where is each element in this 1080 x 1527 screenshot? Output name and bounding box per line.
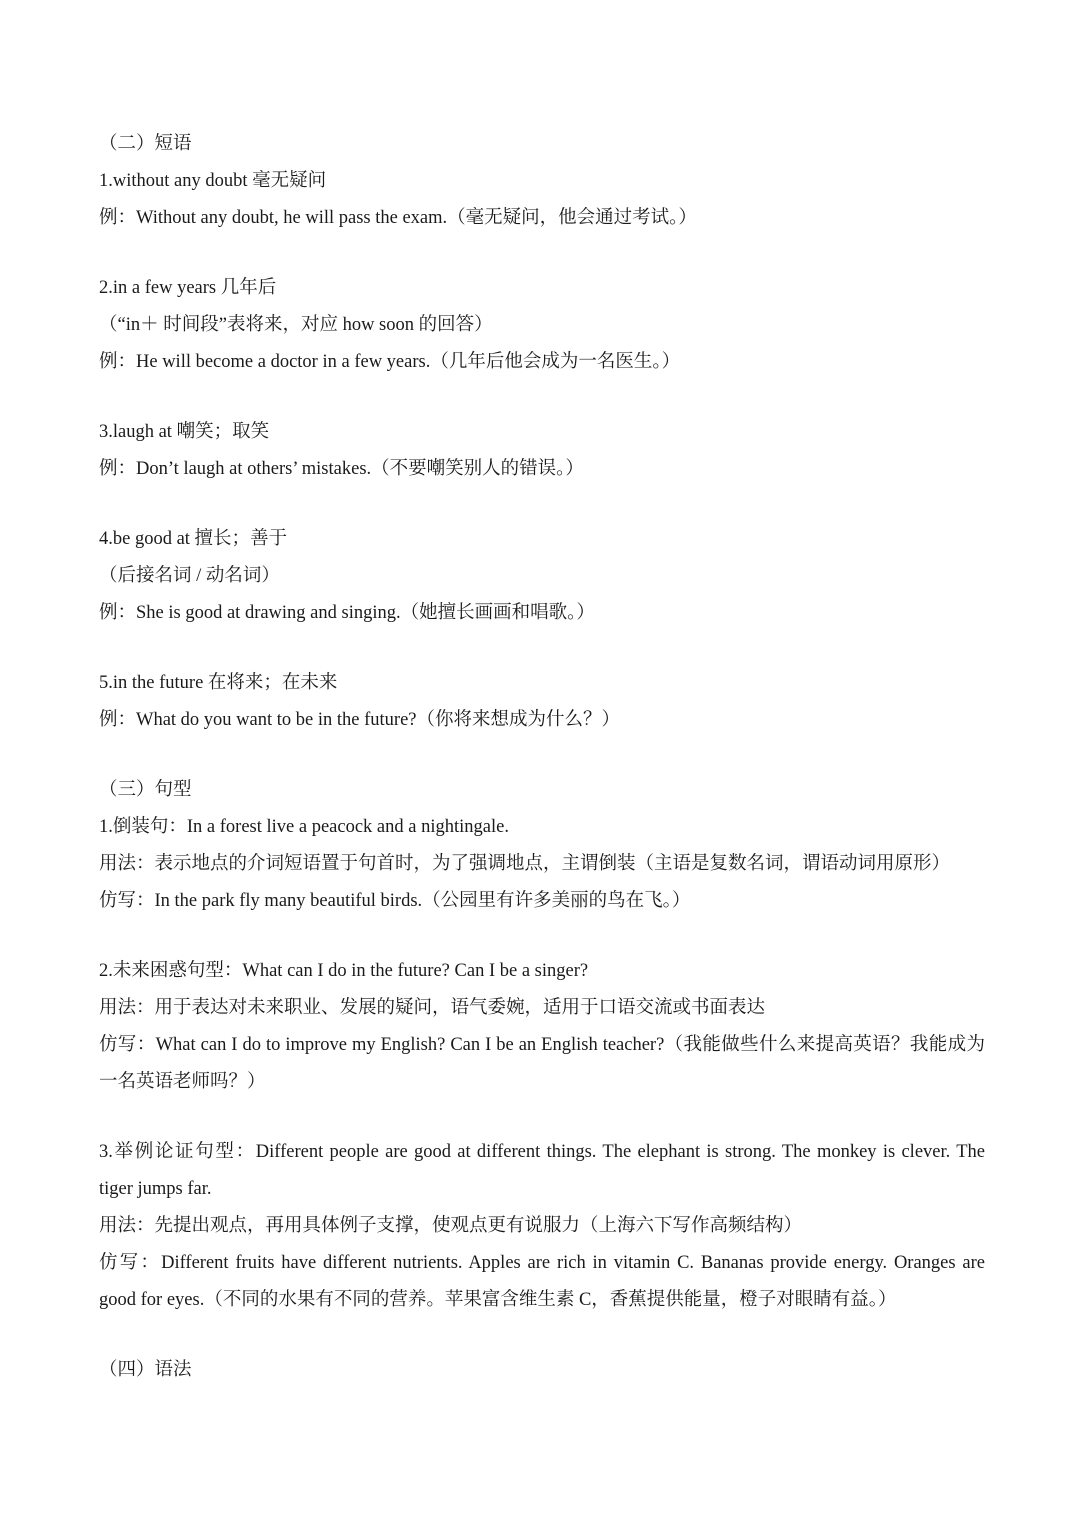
spacer	[99, 237, 985, 270]
spacer	[99, 1101, 985, 1134]
pattern-title: 3.举例论证句型：Different people are good at different things. The elephant is strong. The monkey is clever. The tiger jumps far.	[99, 1142, 985, 1199]
pattern-usage: 用法：先提出观点，再用具体例子支撑，使观点更有说服力（上海六下写作高频结构）	[99, 1216, 803, 1236]
phrase-title: 2.in a few years 几年后	[99, 278, 277, 298]
phrase-title: 1.without any doubt 毫无疑问	[99, 171, 327, 191]
spacer	[99, 632, 985, 665]
pattern-usage: 用法：表示地点的介词短语置于句首时，为了强调地点，主谓倒装（主语是复数名词，谓语动词用原形）	[99, 854, 951, 874]
pattern-usage: 用法：用于表达对未来职业、发展的疑问，语气委婉，适用于口语交流或书面表达	[99, 998, 766, 1018]
phrase-example: 例：He will become a doctor in a few years.（几年后他会成为一名医生。）	[99, 352, 681, 372]
document-page	[99, 126, 985, 1389]
pattern-imitation: 仿写：In the park fly many beautiful birds.（公园里有许多美丽的鸟在飞。）	[99, 891, 691, 911]
section-heading-phrases: （二）短语	[99, 134, 192, 154]
section-heading-grammar: （四）语法	[99, 1360, 192, 1380]
phrase-example: 例：She is good at drawing and singing.（她擅长画画和唱歌。）	[99, 603, 595, 623]
phrase-note: （后接名词 / 动名词）	[99, 566, 280, 586]
phrase-example: 例：What do you want to be in the future?（你将来想成为什么？）	[99, 710, 621, 730]
spacer	[99, 739, 985, 772]
phrase-title: 3.laugh at 嘲笑；取笑	[99, 422, 270, 442]
spacer	[99, 488, 985, 521]
pattern-imitation: 仿写：What can I do to improve my English? Can I be an English teacher?（我能做些什么来提高英语？我能成为一名英语老师吗？）	[99, 1035, 985, 1092]
pattern-title: 2.未来困惑句型：What can I do in the future? Can I be a singer?	[99, 961, 589, 981]
pattern-title: 1.倒装句：In a forest live a peacock and a nightingale.	[99, 817, 509, 837]
section-heading-sentence-patterns: （三）句型	[99, 780, 192, 800]
phrase-example: 例：Don’t laugh at others’ mistakes.（不要嘲笑别人的错误。）	[99, 459, 584, 479]
pattern-imitation: 仿写：Different fruits have different nutrients. Apples are rich in vitamin C. Bananas provide energy. Oranges are good for eyes.（不同的水果有不同的营养。苹果富含维生素 C，香蕉提供能量，橙子对眼睛有益。）	[99, 1253, 985, 1310]
phrase-example: 例：Without any doubt, he will pass the exam.（毫无疑问，他会通过考试。）	[99, 208, 697, 228]
spacer	[99, 381, 985, 414]
phrase-title: 4.be good at 擅长；善于	[99, 529, 288, 549]
spacer	[99, 920, 985, 953]
spacer	[99, 1319, 985, 1352]
phrase-note: （“in＋ 时间段”表将来，对应 how soon 的回答）	[99, 315, 493, 335]
phrase-title: 5.in the future 在将来；在未来	[99, 673, 338, 693]
